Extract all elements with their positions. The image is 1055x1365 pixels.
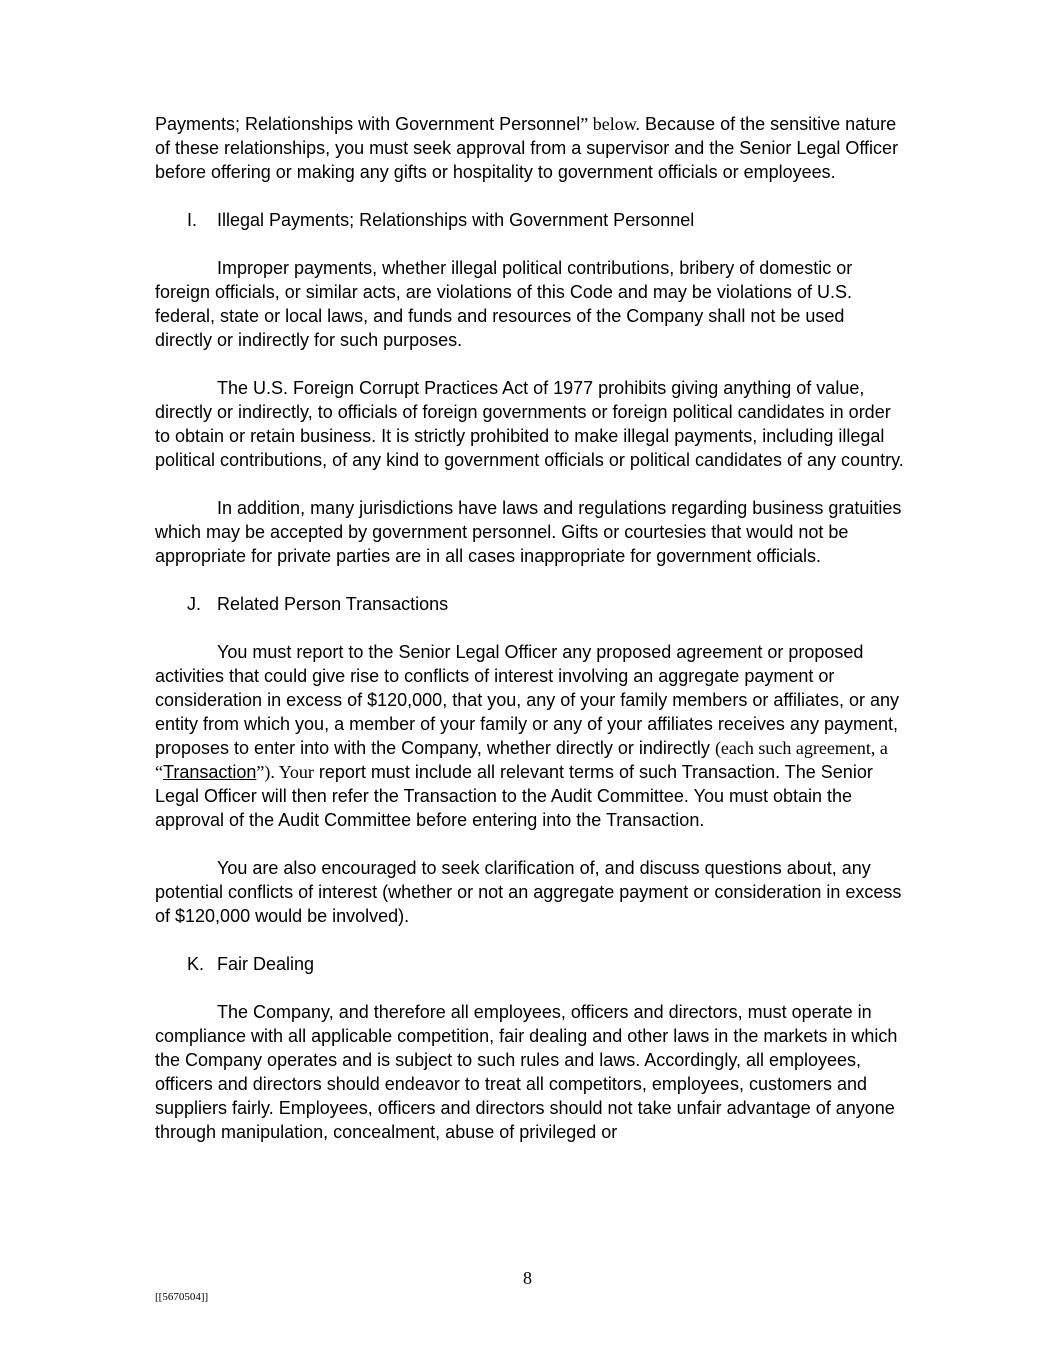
section-i-paragraph-2: The U.S. Foreign Corrupt Practices Act of 1977 prohibits giving anything of value, directly or indirectly, to officials of foreign governments or foreign political candidates in order to obtain or retain business. It is strictly prohibited to make illegal payments, including illegal political contributions, of any kind to government officials or political candidates of any country. [155, 378, 904, 470]
intro-text-below: ” below. [580, 114, 641, 134]
document-id: [[5670504]] [155, 1291, 209, 1303]
paragraph-text-serif: ”). Your [256, 762, 314, 782]
section-title: Related Person Transactions [217, 594, 449, 614]
section-j-paragraph-2: You are also encouraged to seek clarification of, and discuss questions about, any potential conflicts of interest (whether or not an aggregate payment or consideration in excess of $120,000 would be involved). [155, 858, 902, 926]
section-heading-k [187, 952, 905, 976]
paragraph-text-serif: (each such agreement, a “ [155, 738, 888, 782]
section-j-paragraph-1 [155, 640, 905, 832]
section-heading-i [187, 208, 905, 232]
section-i-paragraph-3: In addition, many jurisdictions have laws and regulations regarding business gratuities which may be accepted by government personnel. Gifts or courtesies that would not be appropriate for private parties are in all cases inappropriate for government officials. [155, 498, 902, 566]
section-heading-j [187, 592, 905, 616]
section-title: Illegal Payments; Relationships with Government Personnel [217, 210, 695, 230]
page-number: 8 [523, 1268, 532, 1288]
document-body [155, 112, 905, 1168]
intro-text-start: Payments; Relationships with Government Personnel [155, 114, 581, 134]
section-i-paragraph-1: Improper payments, whether illegal political contributions, bribery of domestic or foreign officials, or similar acts, are violations of this Code and may be violations of U.S. federal, state or local laws, and funds and resources of the Company shall not be used directly or indirectly for such purposes. [155, 258, 853, 350]
section-letter: I. [187, 210, 198, 230]
paragraph-text: You must report to the Senior Legal Officer any proposed agreement or proposed activities that could give rise to conflicts of interest involving an aggregate payment or consideration in excess of $120,000, that you, any of your family members or affiliates, or any entity from which you, a member of your family or any of your affiliates receives any payment, proposes to enter into with the Company, whether directly or indirectly [155, 642, 900, 758]
section-letter: K. [187, 954, 205, 974]
intro-text-rest: Because of the sensitive nature of these relationships, you must seek approval from a supervisor and the Senior Legal Officer before offering or making any gifts or hospitality to government officials or employees. [155, 114, 899, 182]
section-k-paragraph-1: The Company, and therefore all employees, officers and directors, must operate in compliance with all applicable competition, fair dealing and other laws in the markets in which the Company operates and is subject to such rules and laws. Accordingly, all employees, officers and directors should endeavor to treat all competitors, employees, customers and suppliers fairly. Employees, officers and directors should not take unfair advantage of anyone through manipulation, concealment, abuse of privileged or [155, 1002, 898, 1142]
defined-term-transaction: Transaction [163, 762, 257, 782]
paragraph-text: report must include all relevant terms of such Transaction. The Senior Legal Officer will then refer the Transaction to the Audit Committee. You must obtain the approval of the Audit Committee before entering into the Transaction. [155, 762, 873, 830]
section-title: Fair Dealing [217, 954, 315, 974]
section-letter: J. [187, 594, 202, 614]
intro-paragraph [155, 112, 905, 184]
